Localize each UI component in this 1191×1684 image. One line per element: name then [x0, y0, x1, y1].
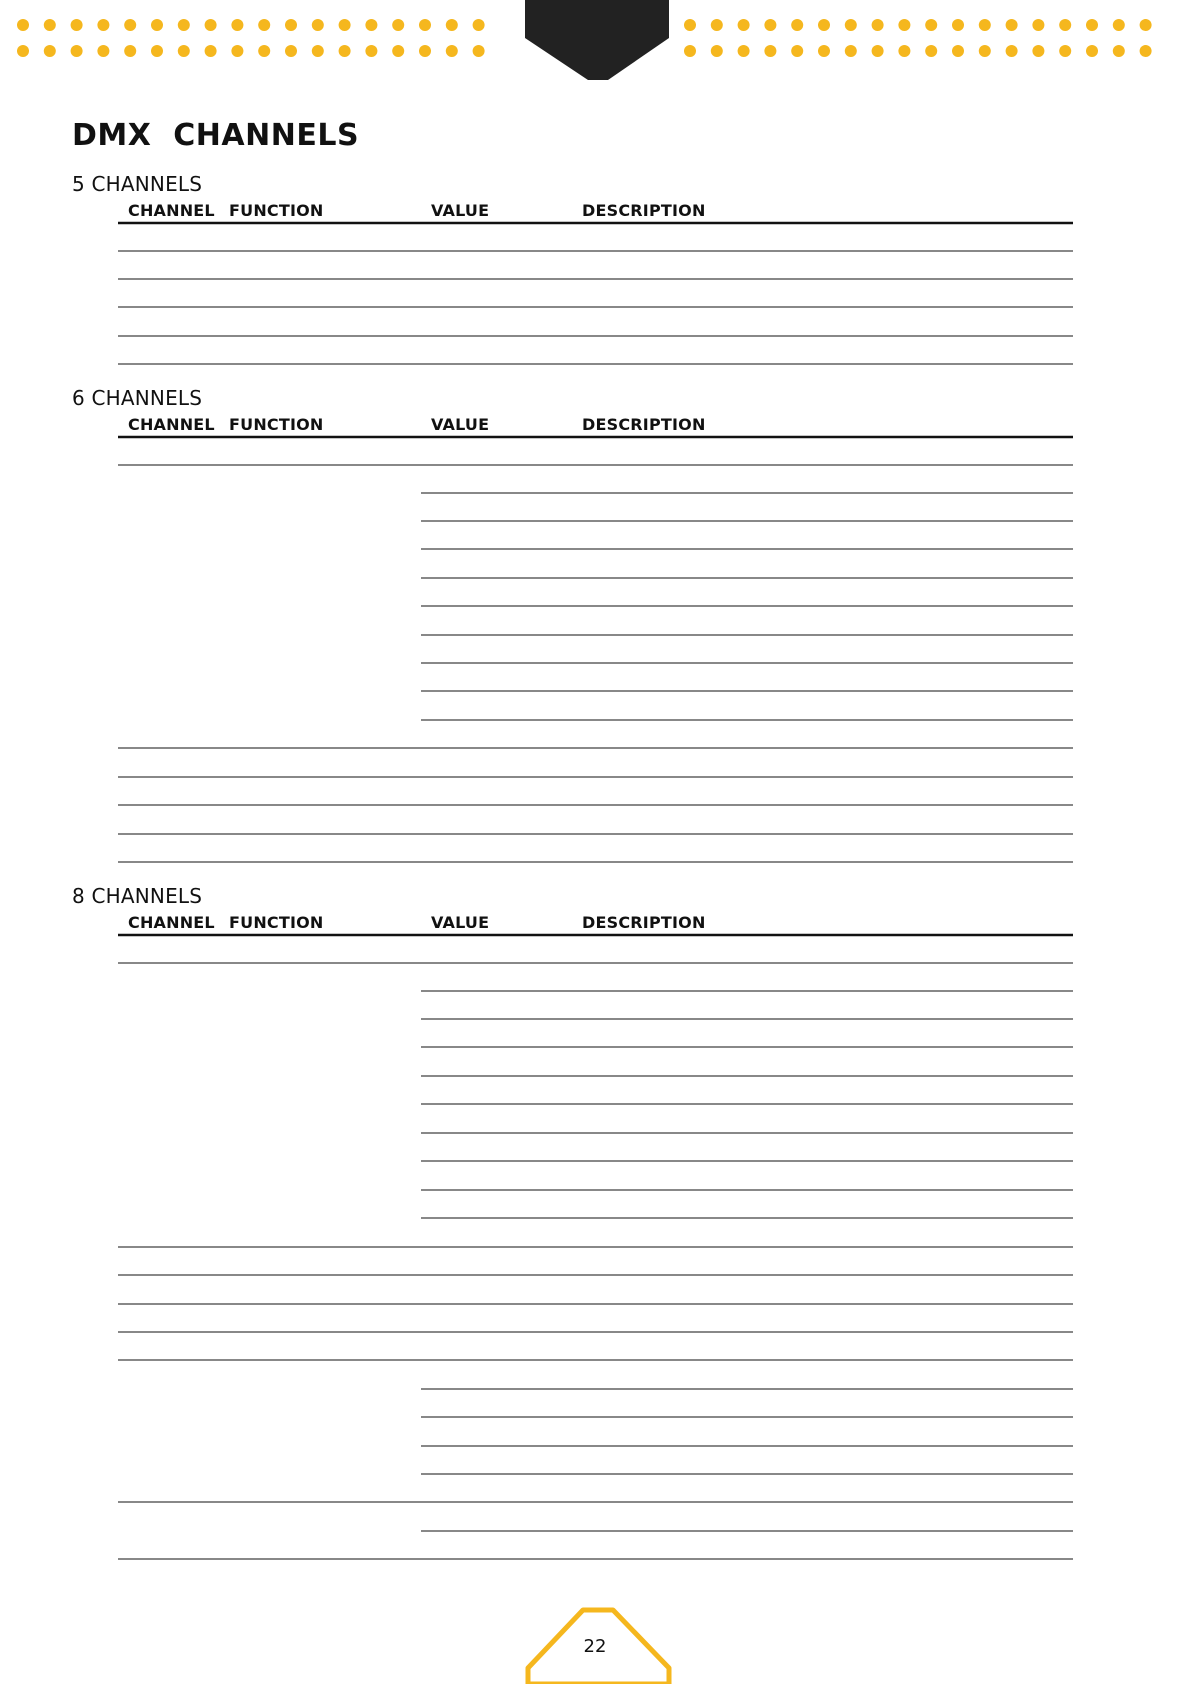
yellow-dot	[285, 19, 297, 31]
yellow-dot	[818, 45, 830, 57]
yellow-dot	[898, 45, 910, 57]
yellow-dot	[124, 19, 136, 31]
yellow-dot	[1140, 19, 1152, 31]
column-header-value: VALUE	[431, 913, 490, 932]
yellow-dot	[365, 45, 377, 57]
yellow-dot	[285, 45, 297, 57]
yellow-dot	[818, 19, 830, 31]
section-title: 8 CHANNELS	[72, 884, 203, 908]
yellow-dot	[446, 45, 458, 57]
yellow-dot	[791, 45, 803, 57]
yellow-dot	[419, 45, 431, 57]
yellow-dot	[419, 19, 431, 31]
yellow-dot	[17, 45, 29, 57]
yellow-dot	[764, 45, 776, 57]
yellow-dot	[44, 45, 56, 57]
yellow-dot	[711, 19, 723, 31]
yellow-dot	[231, 19, 243, 31]
yellow-dot	[1140, 45, 1152, 57]
yellow-dot	[979, 45, 991, 57]
column-header-channel: CHANNEL	[128, 201, 215, 220]
column-header-function: FUNCTION	[229, 201, 324, 220]
yellow-dot	[392, 45, 404, 57]
yellow-dot	[446, 19, 458, 31]
section-title: 5 CHANNELS	[72, 172, 203, 196]
yellow-dot	[151, 19, 163, 31]
top-dark-tab	[525, 0, 669, 80]
yellow-dot	[1006, 45, 1018, 57]
yellow-dot	[925, 45, 937, 57]
yellow-dot	[151, 45, 163, 57]
column-header-value: VALUE	[431, 415, 490, 434]
yellow-dot	[258, 45, 270, 57]
yellow-dot	[684, 19, 696, 31]
yellow-dot-pattern	[17, 19, 1152, 57]
column-header-description: DESCRIPTION	[582, 201, 706, 220]
column-header-description: DESCRIPTION	[582, 415, 706, 434]
yellow-dot	[791, 19, 803, 31]
yellow-dot	[711, 45, 723, 57]
yellow-dot	[178, 19, 190, 31]
yellow-dot	[339, 19, 351, 31]
yellow-dot	[44, 19, 56, 31]
yellow-dot	[979, 19, 991, 31]
yellow-dot	[1086, 19, 1098, 31]
yellow-dot	[738, 19, 750, 31]
yellow-dot	[97, 19, 109, 31]
yellow-dot	[1086, 45, 1098, 57]
yellow-dot	[473, 19, 485, 31]
page-number: 22	[583, 1636, 607, 1657]
yellow-dot	[1006, 19, 1018, 31]
column-header-value: VALUE	[431, 201, 490, 220]
yellow-dot	[1059, 45, 1071, 57]
yellow-dot	[1032, 19, 1044, 31]
yellow-dot	[952, 19, 964, 31]
column-header-channel: CHANNEL	[128, 913, 215, 932]
yellow-dot	[312, 45, 324, 57]
yellow-dot	[764, 19, 776, 31]
yellow-dot	[738, 45, 750, 57]
yellow-dot	[312, 19, 324, 31]
section-title: 6 CHANNELS	[72, 386, 203, 410]
yellow-dot	[97, 45, 109, 57]
yellow-dot	[1113, 45, 1125, 57]
yellow-dot	[124, 45, 136, 57]
yellow-dot	[365, 19, 377, 31]
yellow-dot	[71, 45, 83, 57]
yellow-dot	[17, 19, 29, 31]
yellow-dot	[952, 45, 964, 57]
yellow-dot	[339, 45, 351, 57]
yellow-dot	[1059, 19, 1071, 31]
column-header-function: FUNCTION	[229, 913, 324, 932]
yellow-dot	[178, 45, 190, 57]
yellow-dot	[473, 45, 485, 57]
page-title: DMX CHANNELS	[72, 118, 360, 153]
yellow-dot	[205, 45, 217, 57]
yellow-dot	[71, 19, 83, 31]
yellow-dot	[1113, 19, 1125, 31]
yellow-dot	[898, 19, 910, 31]
yellow-dot	[684, 45, 696, 57]
yellow-dot	[872, 45, 884, 57]
yellow-dot	[231, 45, 243, 57]
yellow-dot	[205, 19, 217, 31]
yellow-dot	[1032, 45, 1044, 57]
yellow-dot	[845, 45, 857, 57]
yellow-dot	[872, 19, 884, 31]
yellow-dot	[925, 19, 937, 31]
column-header-function: FUNCTION	[229, 415, 324, 434]
yellow-dot	[392, 19, 404, 31]
yellow-dot	[845, 19, 857, 31]
yellow-dot	[258, 19, 270, 31]
column-header-description: DESCRIPTION	[582, 913, 706, 932]
column-header-channel: CHANNEL	[128, 415, 215, 434]
